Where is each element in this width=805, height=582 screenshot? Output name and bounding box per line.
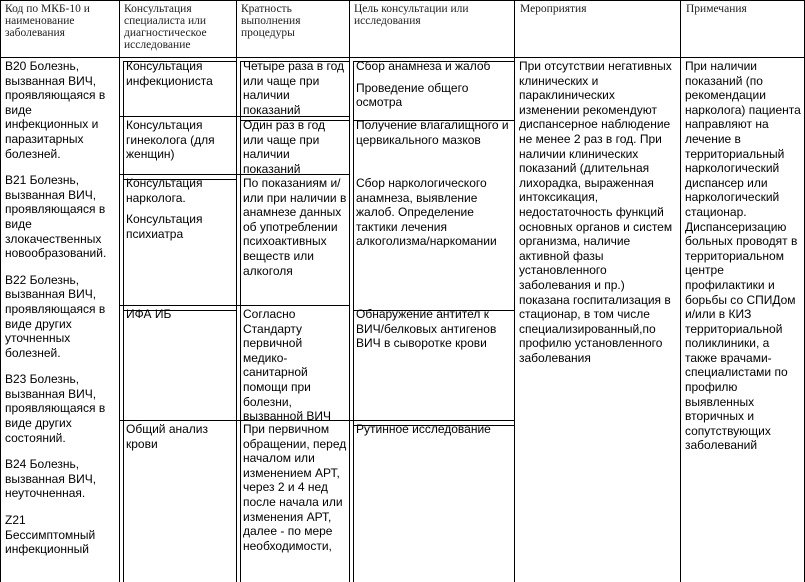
- purpose-cell-2: [356, 118, 512, 147]
- frequency-cell-5: При первичном обращении, перед началом или изменением АРТ, через 2 и 4 нед после начала или изменения АРТ, далее - по мере необходимости,: [243, 422, 347, 553]
- specialist-cell-1: [126, 59, 234, 88]
- disease-code-z21: Z21 Бессимптомный инфекционный: [5, 513, 96, 557]
- specialist-psychiatrist: Консультация психиатра: [126, 212, 203, 241]
- disease-code-b24: B24 Болезнь, вызванная ВИЧ, неуточненная.: [5, 457, 97, 501]
- inner-box-edge-1: [123, 61, 124, 582]
- frequency-cell-3: По показаниям и/или при наличии в анамнезе данных об употреблении психоактивных веществ или алкоголя: [243, 176, 347, 278]
- header-specialist: Консультация специалиста или диагностическое исследование: [124, 3, 207, 51]
- specialist-blood-test: Общий анализ крови: [126, 422, 209, 451]
- purpose-routine: Рутинное исследование: [356, 422, 491, 436]
- disease-code-b21: B21 Болезнь, вызванная ВИЧ, проявляющаяся в виде злокачественных новообразований.: [5, 173, 107, 261]
- table-border-left: [0, 0, 1, 582]
- header-purpose: Цель консультации или исследования: [354, 3, 469, 27]
- purpose-history: Сбор анамнеза и жалоб: [356, 59, 491, 73]
- purpose-cell-1: [356, 59, 512, 110]
- frequency-cell-2: Один раз в год или чаще при наличии показаний: [243, 118, 326, 176]
- specialist-cell-4: [126, 307, 234, 322]
- frequency-cell-1: Четыре раза в год или чаще при наличии показаний: [243, 59, 345, 117]
- specialist-infectionist: Консультация инфекциониста: [126, 59, 213, 88]
- header-frequency: Кратность выполнения процедуры: [241, 3, 301, 39]
- header-measures: Мероприятия: [520, 3, 587, 15]
- table-border-top: [0, 0, 805, 1]
- specialist-cell-2: [126, 118, 234, 162]
- purpose-examination: Проведение общего осмотра: [356, 80, 469, 110]
- header-divider: [0, 57, 805, 58]
- purpose-cell-4: [356, 307, 512, 351]
- disease-code-b20: B20 Болезнь, вызванная ВИЧ, проявляющаяся в виде инфекционных и паразитарных болезней.: [5, 59, 106, 161]
- purpose-narcology: Сбор наркологического анамнеза, выявление жалоб. Определение тактики лечения алкоголизма/наркомании: [356, 176, 497, 249]
- disease-codes-cell: [5, 59, 118, 557]
- specialist-narcologist: Консультация нарколога.: [126, 176, 203, 205]
- inner-box-edge-5: [240, 61, 241, 582]
- frequency-cell-4: Согласно Стандарту первичной медико-санитарной помощи при болезни, вызванной ВИЧ: [243, 307, 332, 424]
- row-divider-3: [119, 305, 349, 306]
- disease-code-b23: B23 Болезнь, вызванная ВИЧ, проявляющаяся в виде других состояний.: [5, 372, 106, 445]
- purpose-antibodies: Обнаружение антител к ВИЧ/белковых антигенов ВИЧ в сыворотке крови: [356, 307, 497, 351]
- column-divider-1: [119, 0, 120, 582]
- specialist-ifa-ib: ИФА ИБ: [126, 307, 172, 321]
- specialist-cell-5: [126, 422, 234, 451]
- inner-box-edge-8: [353, 61, 354, 582]
- column-divider-2: [236, 0, 237, 582]
- measures-cell: При отсутствии негативных клинических и параклинических изменении рекомендуют диспансерное наблюдение не менее 2 раз в год. При наличии клинических показаний (длительная лихорадка, выраженная интоксикация, недостаточность функций основных органов и систем организма, наличие активной фазы установленного заболевания и пр.) показана госпитализация в стационар, в том числе специализированный,по профилю установленного заболевания: [519, 59, 673, 365]
- column-divider-4: [514, 0, 515, 582]
- purpose-cell-5: [356, 422, 512, 437]
- column-divider-3: [349, 0, 350, 582]
- notes-cell: При наличии показаний (по рекомендации нарколога) пациента направляют на лечение в территориальный наркологический диспансер или наркологический стационар. Диспансеризацию больных проводят в территориальном центре профилактики и борьбы со СПИДом и/или в КИЗ территориальной поликлиники, а также врачами-специалистами по профилю выявленных вторичных и сопутствующих заболеваний: [685, 59, 801, 453]
- disease-code-b22: B22 Болезнь, вызванная ВИЧ, проявляющаяся в виде других уточненных болезней.: [5, 272, 106, 360]
- header-notes: Примечания: [686, 3, 747, 15]
- specialist-gynecologist: Консультация гинеколога (для женщин): [126, 118, 215, 162]
- purpose-smears: Получение влагалищного и цервикального мазков: [356, 118, 509, 147]
- column-divider-5: [680, 0, 681, 582]
- purpose-cell-3: [356, 176, 512, 249]
- specialist-cell-3: [126, 176, 234, 241]
- header-icd-code: Код по МКБ-10 и наименование заболевания: [5, 3, 90, 39]
